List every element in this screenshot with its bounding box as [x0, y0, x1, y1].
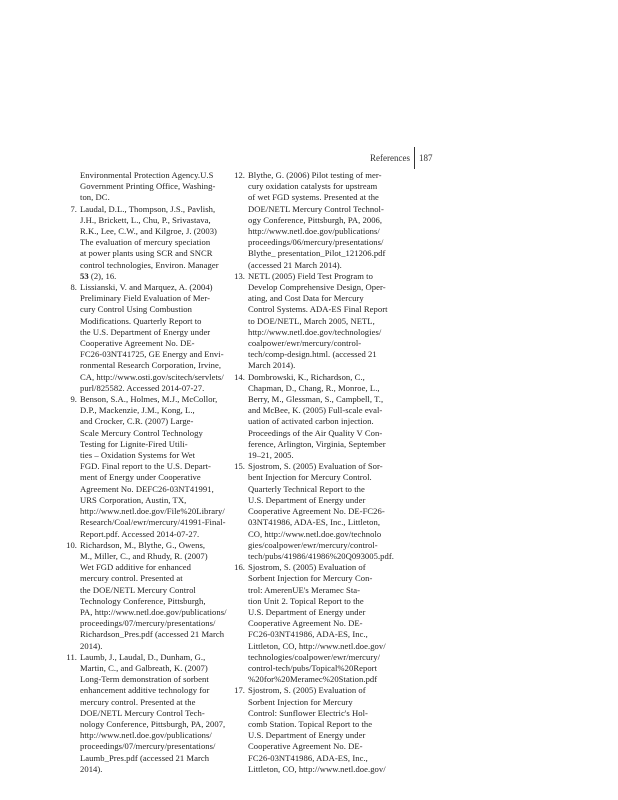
reference-number: 12. [234, 170, 245, 180]
reference-line: FC26-03NT41986, ADA-ES, Inc., [248, 629, 368, 640]
reference-entry [232, 372, 384, 462]
reference-column-left [64, 170, 227, 775]
reference-line: Littleton, CO, http://www.netl.doe.gov/ [248, 763, 386, 774]
reference-line: mercury control. Presented at [80, 573, 183, 584]
reference-line: Modifications. Quarterly Report to [80, 315, 202, 326]
reference-line: the DOE/NETL Mercury Control [80, 584, 196, 595]
reference-line: Government Printing Office, Washing- [80, 181, 216, 192]
reference-line: ronmental Research Corporation, Irvine, [80, 360, 222, 371]
reference-line: bent Injection for Mercury Control. [248, 472, 372, 483]
reference-number: 7. [70, 203, 77, 214]
reference-line: CA, http://www.osti.gov/scitech/servlets/ [80, 371, 224, 382]
reference-entry [232, 270, 388, 372]
reference-line: and McBee, K. (2005) Full-scale eval- [248, 405, 383, 416]
reference-line: J.H., Brickett, L., Chu, P., Srivastava, [80, 214, 211, 225]
reference-number: 9. [70, 394, 77, 405]
reference-line: (accessed 21 March 2014). [248, 259, 342, 270]
reference-line: Agreement No. DEFC26-03NT41991, [80, 483, 214, 494]
reference-line: 53 (2), 16. [80, 270, 117, 281]
reference-line: cury Control Using Combustion [80, 304, 192, 315]
reference-line: Preliminary Field Evaluation of Mer- [80, 293, 211, 304]
reference-number: 15. [234, 461, 245, 472]
reference-line: Cooperative Agreement No. DE- [248, 741, 363, 752]
reference-line: 2014). [80, 763, 103, 774]
reference-line: Testing for Lignite-Fired Utili- [80, 438, 188, 449]
reference-line: Sorbent Injection for Mercury [248, 696, 353, 707]
reference-line: Environmental Protection Agency.U.S [80, 170, 214, 180]
reference-line: of wet FGD systems. Presented at the [248, 192, 379, 203]
reference-line: Report.pdf. Accessed 2014-07-27. [80, 528, 200, 539]
reference-line: mercury control. Presented at the [80, 696, 196, 707]
reference-line: Richardson_Pres.pdf (accessed 21 March [80, 629, 225, 640]
header-divider [414, 147, 415, 169]
reference-number: 10. [66, 539, 77, 550]
reference-line: Benson, S.A., Holmes, M.J., McCollor, [80, 394, 218, 405]
reference-line: Scale Mercury Control Technology [80, 427, 203, 438]
reference-line: ment of Energy under Cooperative [80, 472, 201, 483]
reference-entry [64, 282, 224, 394]
reference-line: U.S. Department of Energy under [248, 730, 366, 741]
reference-line: U.S. Department of Energy under [248, 606, 366, 617]
reference-line: uation of activated carbon injection. [248, 416, 374, 427]
reference-line: http://www.netl.doe.gov/publications/ [248, 226, 380, 237]
reference-line: cury oxidation catalysts for upstream [248, 181, 378, 192]
reference-line: Martin, C., and Galbreath, K. (2007) [80, 662, 208, 673]
reference-line: Richardson, M., Blythe, G., Owens, [80, 539, 206, 550]
reference-line: DOE/NETL Mercury Control Tech- [80, 707, 205, 718]
reference-line: Sjostrom, S. (2005) Evaluation of [248, 685, 366, 696]
reference-entry [232, 562, 384, 685]
reference-line: Research/Coal/ewr/mercury/41991-Final- [80, 517, 226, 528]
reference-line: FGD. Final report to the U.S. Depart- [80, 461, 211, 472]
reference-line: Blythe, G. (2006) Pilot testing of mer- [248, 170, 382, 180]
reference-line: Sorbent Injection for Mercury Con- [248, 573, 373, 584]
reference-line: FC26-03NT41725, GE Energy and Envi- [80, 349, 224, 360]
reference-line: March 2014). [248, 360, 296, 371]
reference-line: enhancement additive technology for [80, 685, 210, 696]
reference-line: Cooperative Agreement No. DE- [248, 618, 363, 629]
reference-line: Develop Comprehensive Design, Oper- [248, 282, 386, 293]
reference-line: U.S. Department of Energy under [248, 494, 366, 505]
reference-line: control technologies, Environ. Manager [80, 259, 219, 270]
reference-line: Proceedings of the Air Quality V Con- [248, 427, 383, 438]
reference-line: 2014). [80, 640, 103, 651]
page-number: 187 [419, 153, 433, 163]
reference-line: Laudal, D.L., Thompson, J.S., Pavlish, [80, 203, 216, 214]
reference-line: tion Unit 2. Topical Report to the [248, 595, 364, 606]
reference-number: 8. [70, 282, 77, 293]
reference-line: Control: Sunflower Electric's Hol- [248, 707, 368, 718]
reference-entry [232, 685, 384, 775]
reference-line: ton, DC. [80, 192, 110, 203]
reference-line: Lissianski, V. and Marquez, A. (2004) [80, 282, 213, 293]
journal-volume: 53 [80, 270, 89, 281]
reference-line: tech/comp-design.html. (accessed 21 [248, 349, 377, 360]
reference-line: Dombrowski, K., Richardson, C., [248, 371, 365, 382]
reference-line: The evaluation of mercury speciation [80, 237, 211, 248]
reference-line: purl/825582. Accessed 2014-07-27. [80, 382, 205, 393]
reference-number: 13. [234, 270, 245, 281]
reference-line: http://www.netl.doe.gov/technologies/ [248, 326, 382, 337]
reference-line: FC26-03NT41986, ADA-ES, Inc., [248, 752, 368, 763]
reference-line: ference, Arlington, Virginia, September [248, 438, 386, 449]
reference-line: URS Corporation, Austin, TX, [80, 494, 187, 505]
reference-line: control-tech/pubs/Topical%20Report [248, 662, 378, 673]
reference-line: Wet FGD additive for enhanced [80, 562, 192, 573]
reference-entry [232, 461, 394, 562]
reference-line: M., Miller, C., and Rhudy, R. (2007) [80, 550, 208, 561]
reference-line: PA, http://www.netl.doe.gov/publications/ [80, 606, 227, 617]
reference-number: 11. [66, 651, 77, 662]
reference-line: Blythe_ presentation_Pilot_121206.pdf [248, 248, 386, 259]
reference-line: Control Systems. ADA-ES Final Report [248, 304, 388, 315]
reference-line: %20for%20Meramec%20Station.pdf [248, 674, 378, 685]
reference-line: CO, http://www.netl.doe.gov/technolo [248, 528, 382, 539]
reference-number: 14. [234, 371, 245, 382]
reference-line: coalpower/ewr/mercury/control- [248, 338, 362, 349]
reference-line: DOE/NETL Mercury Control Technol- [248, 203, 384, 214]
reference-line: proceedings/07/mercury/presentations/ [80, 741, 216, 752]
reference-line: gies/coalpower/ewr/mercury/control- [248, 539, 378, 550]
reference-line: comb Station. Topical Report to the [248, 718, 373, 729]
reference-line: NETL (2005) Field Test Program to [248, 270, 373, 281]
reference-line: ating, and Cost Data for Mercury [248, 293, 364, 304]
reference-line: Cooperative Agreement No. DE-FC26- [248, 506, 385, 517]
reference-line: http://www.netl.doe.gov/publications/ [80, 730, 212, 741]
reference-line: 19–21, 2005. [248, 450, 294, 461]
running-head-title: References [370, 153, 410, 163]
reference-continuation [64, 170, 216, 204]
reference-line: nology Conference, Pittsburgh, PA, 2007, [80, 718, 226, 729]
reference-entry [64, 651, 226, 775]
reference-entry [64, 539, 227, 652]
reference-line: Technology Conference, Pittsburgh, [80, 595, 206, 606]
reference-line: Sjostrom, S. (2005) Evaluation of Sor- [248, 461, 383, 472]
reference-line: Laumb_Pres.pdf (accessed 21 March [80, 752, 210, 763]
reference-line: to DOE/NETL, March 2005, NETL, [248, 315, 375, 326]
reference-line: Littleton, CO, http://www.netl.doe.gov/ [248, 640, 386, 651]
reference-line: R.K., Lee, C.W., and Kilgroe, J. (2003) [80, 226, 217, 237]
reference-line: Berry, M., Glessman, S., Campbell, T., [248, 394, 384, 405]
reference-line: D.P., Mackenzie, J.M., Kong, L., [80, 405, 195, 416]
reference-line: the U.S. Department of Energy under [80, 326, 211, 337]
reference-line: and Crocker, C.R. (2007) Large- [80, 416, 194, 427]
reference-line: 03NT41986, ADA-ES, Inc., Littleton, [248, 517, 381, 528]
reference-list-right [232, 170, 394, 775]
reference-line: http://www.netl.doe.gov/File%20Library/ [80, 506, 225, 517]
reference-entry [232, 170, 384, 271]
reference-line: Cooperative Agreement No. DE- [80, 338, 195, 349]
reference-line: at power plants using SCR and SNCR [80, 248, 213, 259]
reference-column-right [232, 170, 394, 775]
reference-line: Sjostrom, S. (2005) Evaluation of [248, 562, 366, 573]
reference-line: Long-Term demonstration of sorbent [80, 674, 209, 685]
reference-line: Chapman, D., Chang, R., Monroe, L., [248, 382, 380, 393]
reference-number: 17. [234, 685, 245, 696]
reference-line: ties – Oxidation Systems for Wet [80, 450, 196, 461]
reference-line: proceedings/06/mercury/presentations/ [248, 237, 384, 248]
reference-line: trol: AmerenUE's Meramec Sta- [248, 584, 361, 595]
reference-number: 16. [234, 562, 245, 573]
reference-entry [64, 394, 226, 540]
reference-line: Laumb, J., Laudal, D., Dunham, G., [80, 651, 206, 662]
reference-line: tech/pubs/41986/41986%20Q093005.pdf. [248, 550, 394, 561]
reference-line: ogy Conference, Pittsburgh, PA, 2006, [248, 214, 383, 225]
reference-entry [64, 203, 219, 282]
reference-list-left [64, 203, 227, 775]
reference-line: technologies/coalpower/ewr/mercury/ [248, 651, 381, 662]
reference-line: proceedings/07/mercury/presentations/ [80, 618, 216, 629]
reference-line: Quarterly Technical Report to the [248, 483, 365, 494]
